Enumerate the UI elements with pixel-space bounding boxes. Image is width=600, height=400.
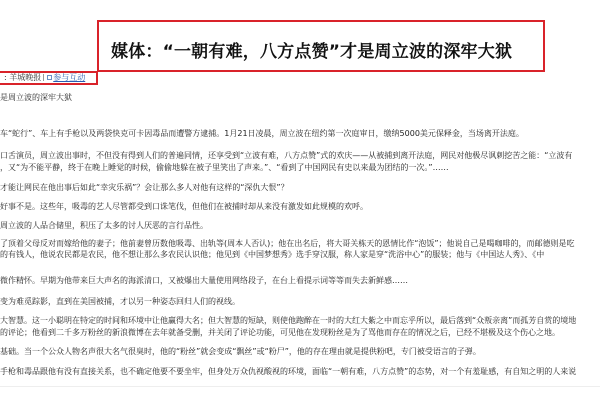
paragraph-11: 大智慧。这一小聪明在特定的时间和环境中让他赢得大名；但大智慧的短缺，则使他跑醉在一时的大红大紫之中而忘乎所以，最后落到“众叛亲离”而孤芳自赏的境地 — [0, 316, 577, 325]
paragraph-3: ，又“为不能平静，终于在晚上睡觉的时候，偷偷地躲在被子里笑出了声来。”、“看到了中国网民有史以来最为团结的一次。”…… — [0, 163, 449, 172]
separator-colon: : — [4, 73, 7, 82]
paragraph-12: 的评论；他看到二千多万粉丝的新浪微博在去年就备受删，并关闭了评论功能，可见他在发现粉丝是为了骂他而存在的情况之后，已经不堪极及这个伤心之地。 — [0, 328, 560, 337]
paragraph-7: 了顶着父母反对而嫁给他的妻子；他前妻曾历数他吸毒、出轨等(周本人否认)；他在出名后，将大哥关栋天的恩情比作“泡饭”；他说自己是喝咖啡的，而邮德则是吃 — [0, 239, 575, 248]
paragraph-13: 基础。当一个公众人物名声很大名气很臭时，他的“粉丝”就会变成“飘丝”或“粉尸”，他的存在理由就是提供粉吧，专门被受语言的子弹。 — [0, 347, 481, 356]
source-publisher: 羊城晚报 — [9, 73, 42, 82]
source-bar — [0, 71, 98, 85]
comment-icon — [47, 75, 52, 80]
paragraph-4: 才能让网民在他出事后如此“幸灾乐祸”？会让那么多人对他有这样的“深仇大恨”？ — [0, 183, 289, 192]
divider-line — [43, 74, 44, 81]
paragraph-5: 好事不是。这些年，吸毒的艺人尽管都受到口诛笔伐，但他们在被捕时却从来没有激发如此规模的欢呼。 — [0, 202, 368, 211]
headline-title: 媒体：“一朝有难，八方点赞”才是周立波的深牢大狱 — [111, 42, 513, 62]
paragraph-8: 的有钱人，他说农民都是农民，他不想让那么多农民认识他；他见到《中国梦想秀》选手穿汉服，称人家是穿“洗浴中心”的服装；他与《中国达人秀》、《中 — [0, 250, 545, 259]
headline-banner — [97, 20, 545, 72]
paragraph-2: 口舌演员，周立波出事时，不但没有得到人们的普遍同情，还享受到“立波有难，八方点赞”式的欢庆——从被捕到离开法庭，网民对他极尽讽刺挖苦之能：“立波有 — [0, 151, 573, 160]
paragraph-9: 微作精怀。早期为他带来巨大声名的海派清口，又被爆出大量使用网络段子，在台上看提示词等等而失去新鲜感…… — [0, 276, 408, 285]
join-discussion-link[interactable]: 参与互动 — [53, 73, 86, 82]
paragraph-1: 车“蛇行”、车上有手枪以及两袋快克可卡因毒品而遭警方逮捕。1月21日凌晨，周立波在纽约第一次庭审日，缴纳5000美元保释金，当场离开法庭。 — [0, 129, 524, 138]
paragraph-14: 手枪和毒品跟他有没有直接关系，也不确定他要不要坐牢，但身处万众仇视酸视的环境，面临“一朝有难，八方点赞”的态势，对一个有羞耻感，有自知之明的人来说 — [0, 367, 577, 376]
article-subtitle: 是周立波的深牢大狱 — [0, 93, 72, 102]
paragraph-6: 周立波的人品合储里，积压了太多的讨人厌恶的言行品性。 — [0, 221, 208, 230]
bottom-divider — [0, 386, 600, 387]
paragraph-10: 变为难觅踪影，直到在美国被捕，才以另一种姿态回归人们的视线。 — [0, 297, 240, 306]
